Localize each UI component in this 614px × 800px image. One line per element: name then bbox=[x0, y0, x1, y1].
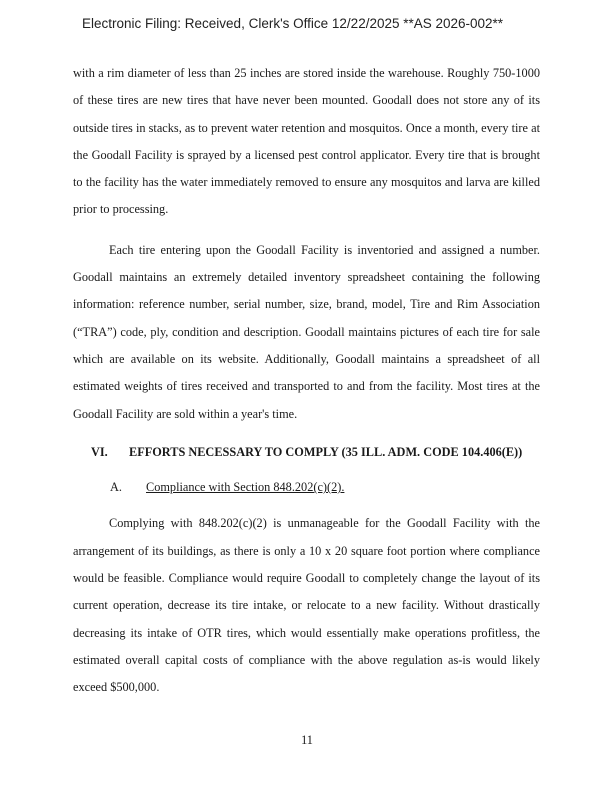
filing-stamp: Electronic Filing: Received, Clerk's Office 12/22/2025 **AS 2026-002** bbox=[82, 16, 504, 31]
body-paragraph-inventory: Each tire entering upon the Goodall Facility is inventoried and assigned a number. Goodall maintains an extremely detailed inventory spreadsheet containing the following information: reference number, serial number, size, brand, model, Tire and Rim Association (“TRA”) code, ply, condition and description. Goodall maintains pictures of each tire for sale which are available on its website. Additionally, Goodall maintains a spreadsheet of all estimated weights of tires received and transported to and from the facility. Most tires at the Goodall Facility are sold within a year's time. bbox=[73, 242, 540, 421]
document-body bbox=[73, 60, 540, 702]
section-number: VI. bbox=[91, 444, 108, 459]
page-number: 11 bbox=[301, 733, 313, 747]
subsection-title: Compliance with Section 848.202(c)(2). bbox=[146, 480, 345, 495]
body-paragraph-storage: with a rim diameter of less than 25 inches are stored inside the warehouse. Roughly 750-1000 of these tires are new tires that have never been mounted. Goodall does not store any of its outside tires in stacks, as to prevent water retention and mosquitos. Once a month, every tire at the Goodall Facility is sprayed by a licensed pest control applicator. Every tire that is brought to the facility has the water immediately removed to ensure any mosquitos and larva are killed prior to processing. bbox=[73, 66, 540, 217]
subsection-number: A. bbox=[110, 480, 122, 495]
subsection-heading bbox=[73, 474, 540, 501]
section-heading bbox=[73, 439, 540, 466]
body-paragraph-compliance: Complying with 848.202(c)(2) is unmanageable for the Goodall Facility with the arrangement of its buildings, as there is only a 10 x 20 square foot portion where compliance would be feasible. Compliance would require Goodall to completely change the layout of its current operation, decrease its tire intake, or relocate to a new facility. Without drastically decreasing its intake of OTR tires, which would essentially make operations profitless, the estimated overall capital costs of compliance with the above regulation as-is would likely exceed $500,000. bbox=[73, 516, 540, 695]
section-title: EFFORTS NECESSARY TO COMPLY (35 ILL. ADM. CODE 104.406(E)) bbox=[129, 444, 523, 459]
